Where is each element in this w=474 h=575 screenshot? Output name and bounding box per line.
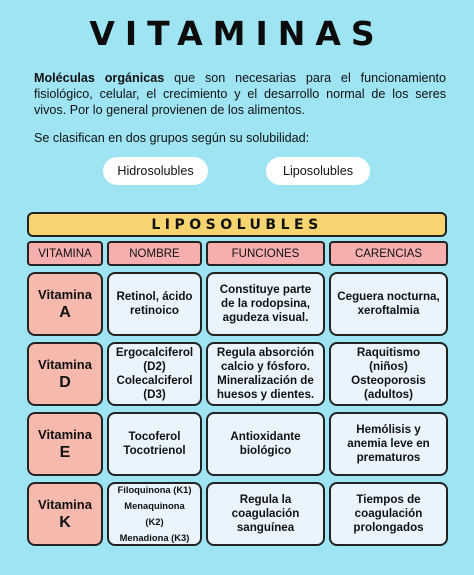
vitamin-k-nombre — [107, 482, 202, 546]
vitamin-word: Vitamina — [38, 286, 92, 302]
vitamin-k-carencias — [329, 482, 448, 546]
nombre-line: Retinol, ácido — [116, 290, 193, 303]
vitamin-d-nombre — [107, 342, 202, 406]
nombre-line: (D3) — [143, 388, 166, 401]
vitamin-d-cell — [27, 342, 103, 406]
vitamin-a-cell — [27, 272, 103, 336]
header-funciones: FUNCIONES — [206, 241, 325, 266]
intro-text: que son necesarias para el funcionamiento fisiológico, celular, el crecimiento y el desarrollo normal de los seres vivos. Por lo general provienen de los alimentos. — [34, 71, 447, 117]
nombre-line: (D2) — [143, 360, 166, 373]
vitamin-d-carencias — [329, 342, 448, 406]
vitamin-d-funciones — [206, 342, 325, 406]
hidrosolubles-button[interactable]: Hidrosolubles — [103, 157, 208, 185]
vitamin-e-carencias — [329, 412, 448, 476]
funciones-line: Regula absorción — [216, 346, 315, 359]
vitamin-word: Vitamina — [38, 426, 92, 442]
vitamin-word: Vitamina — [38, 496, 92, 512]
carencias-line: (adultos) — [364, 388, 413, 401]
classification-text: Se clasifican en dos grupos según su solubilidad: — [34, 131, 310, 145]
intro-paragraph — [34, 70, 446, 118]
nombre-line: Filoquinona (K1) — [117, 484, 192, 495]
carencias-line: (niños) — [369, 360, 408, 373]
carencias-line: Tiempos de — [356, 493, 421, 506]
carencias-line: Osteoporosis — [351, 374, 426, 387]
vitamin-word: Vitamina — [38, 356, 92, 372]
page-title: VITAMINAS — [89, 14, 385, 53]
nombre-line: (K2) — [145, 516, 164, 527]
carencias-line: coagulación — [354, 507, 423, 520]
nombre-line: Menadiona (K3) — [119, 532, 190, 543]
nombre-line: Tocotrienol — [123, 444, 186, 457]
header-nombre: NOMBRE — [107, 241, 202, 266]
vitamin-letter: D — [59, 373, 71, 391]
funciones-line: de la rodopsina, — [221, 297, 310, 310]
liposolubles-button[interactable]: Liposolubles — [266, 157, 370, 185]
vitamin-letter: E — [59, 443, 71, 461]
carencias-line: xeroftalmia — [357, 304, 420, 317]
funciones-line: biológico — [239, 444, 292, 457]
nombre-line: Menaquinona — [124, 500, 185, 511]
funciones-line: Constituye parte — [219, 283, 312, 296]
vitamin-a-carencias — [329, 272, 448, 336]
carencias-line: prematuros — [356, 451, 421, 464]
vitamin-a-nombre — [107, 272, 202, 336]
vitamin-e-funciones — [206, 412, 325, 476]
header-carencias: CARENCIAS — [329, 241, 448, 266]
nombre-line: Colecalciferol — [116, 374, 193, 387]
funciones-line: Regula la — [239, 493, 292, 506]
vitamin-a-funciones — [206, 272, 325, 336]
nombre-line: Ergocalciferol — [115, 346, 194, 359]
carencias-line: Ceguera nocturna, — [337, 290, 440, 303]
vitamin-k-cell — [27, 482, 103, 546]
funciones-line: calcio y fósforo. — [221, 360, 310, 373]
carencias-line: Raquitismo — [356, 346, 421, 359]
vitamin-k-funciones — [206, 482, 325, 546]
vitamin-e-cell — [27, 412, 103, 476]
intro-bold: Moléculas orgánicas — [34, 71, 165, 85]
funciones-line: agudeza visual. — [222, 311, 309, 324]
funciones-line: Mineralización de — [217, 374, 314, 387]
header-vitamina: VITAMINA — [27, 241, 103, 266]
carencias-line: prolongados — [353, 521, 424, 534]
funciones-line: huesos y dientes. — [216, 388, 315, 401]
nombre-line: retinoico — [130, 304, 179, 317]
carencias-line: Hemólisis y — [356, 423, 421, 436]
carencias-line: anemia leve en — [347, 437, 430, 450]
vitamin-letter: K — [59, 513, 71, 531]
funciones-line: sanguínea — [236, 521, 295, 534]
funciones-line: Antioxidante — [230, 430, 301, 443]
funciones-line: coagulación — [231, 507, 300, 520]
table-banner: LIPOSOLUBLES — [27, 212, 447, 237]
nombre-line: Tocoferol — [128, 430, 181, 443]
vitamin-letter: A — [59, 303, 71, 321]
vitamin-e-nombre — [107, 412, 202, 476]
